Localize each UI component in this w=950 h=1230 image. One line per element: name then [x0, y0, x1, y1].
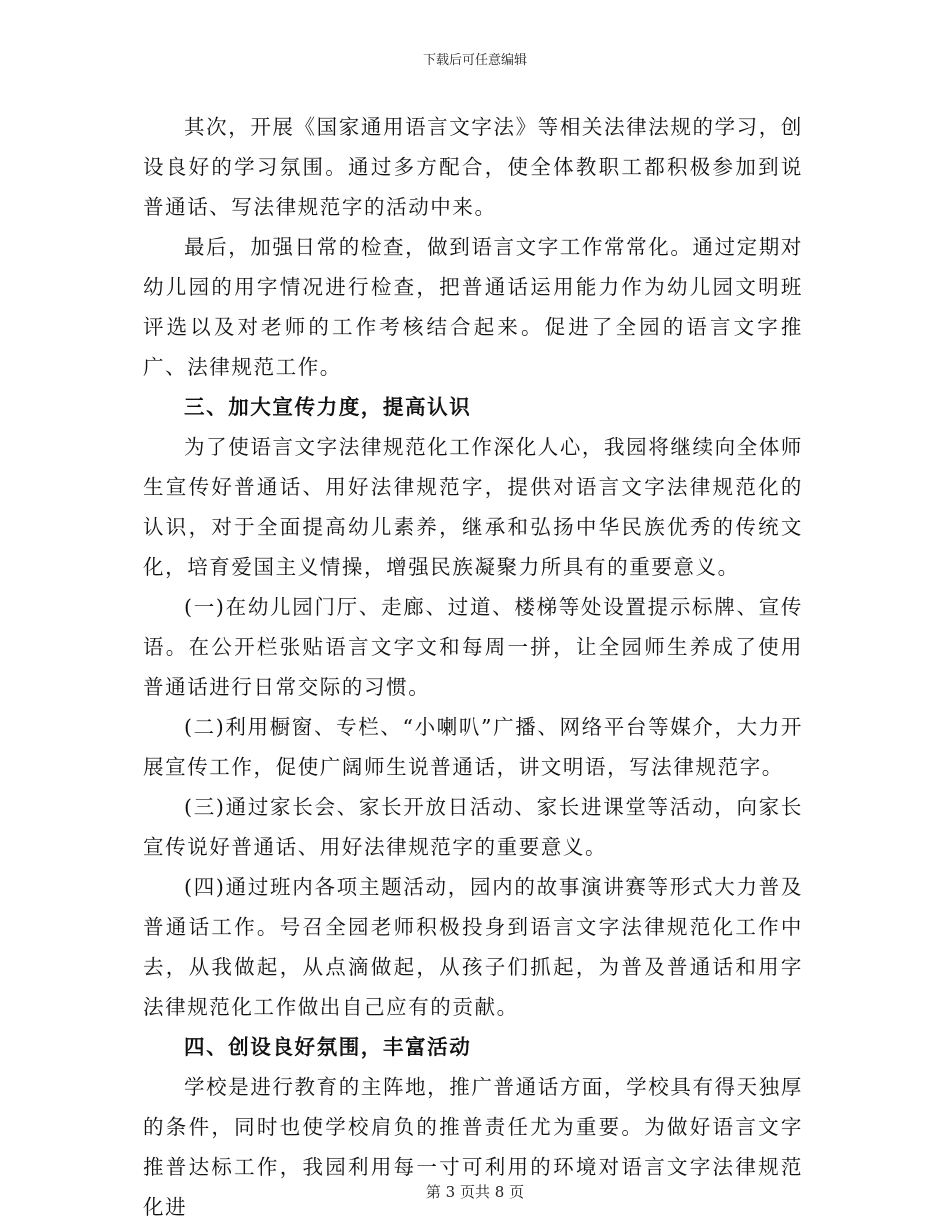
paragraph: (一)在幼儿园门厅、走廊、过道、楼梯等处设置提示标牌、宣传语。在公开栏张贴语言文字文和每周一拼，让全园师生养成了使用普通话进行日常交际的习惯。: [143, 595, 803, 699]
document-body: [143, 107, 803, 1227]
section-heading: 三、加大宣传力度，提高认识: [184, 395, 472, 419]
paragraph: (四)通过班内各项主题活动，园内的故事演讲赛等形式大力普及普通话工作。号召全园老师积极投身到语言文字法律规范化工作中去，从我做起，从点滴做起，从孩子们抓起，为普及普通话和用字法律规范化工作做出自己应有的贡献。: [143, 875, 803, 1019]
paragraph: (三)通过家长会、家长开放日活动、家长进课堂等活动，向家长宣传说好普通话、用好法律规范字的重要意义。: [143, 795, 803, 859]
paragraph: 学校是进行教育的主阵地，推广普通话方面，学校具有得天独厚的条件，同时也使学校肩负的推普责任尤为重要。为做好语言文字推普达标工作，我园利用每一寸可利用的环境对语言文字法律规范化进: [143, 1075, 803, 1219]
paragraph: 其次，开展《国家通用语言文字法》等相关法律法规的学习，创设良好的学习氛围。通过多方配合，使全体教职工都积极参加到说普通话、写法律规范字的活动中来。: [143, 115, 803, 219]
page-number: 第 3 页共 8 页: [425, 1183, 525, 1201]
page-header: 下载后可任意编辑: [422, 53, 527, 68]
paragraph: 最后，加强日常的检查，做到语言文字工作常常化。通过定期对幼儿园的用字情况进行检查，把普通话运用能力作为幼儿园文明班评选以及对老师的工作考核结合起来。促进了全园的语言文字推广、法律规范工作。: [143, 235, 803, 379]
paragraph: 为了使语言文字法律规范化工作深化人心，我园将继续向全体师生宣传好普通话、用好法律规范字，提供对语言文字法律规范化的认识，对于全面提高幼儿素养，继承和弘扬中华民族优秀的传统文化，培育爱国主义情操，增强民族凝聚力所具有的重要意义。: [143, 435, 803, 579]
paragraph: (二)利用橱窗、专栏、“小喇叭”广播、网络平台等媒介，大力开展宣传工作，促使广阔师生说普通话，讲文明语，写法律规范字。: [143, 715, 803, 779]
section-heading: 四、创设良好氛围，丰富活动: [184, 1035, 472, 1059]
